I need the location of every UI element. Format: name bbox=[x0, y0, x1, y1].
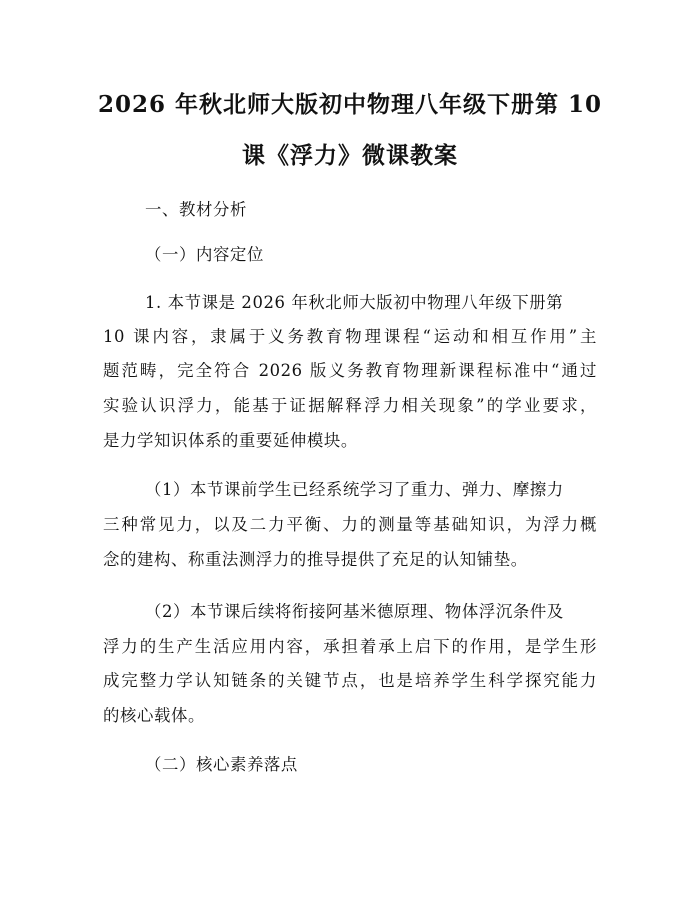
document-title-line-1: 2026 年秋北师大版初中物理八年级下册第 10 bbox=[97, 91, 603, 118]
paragraph-1-line-1: 1. 本节课是 2026 年秋北师大版初中物理八年级下册第 bbox=[145, 293, 564, 312]
subsection-heading-core-literacy: （二）核心素养落点 bbox=[145, 755, 298, 774]
paragraph-3-line-1: （2）本节课后续将衔接阿基米德原理、物体浮沉条件及 bbox=[145, 602, 564, 621]
paragraph-1-line-3: 题范畴，完全符合 2026 版义务教育物理新课程标准中“通过 bbox=[103, 361, 597, 380]
paragraph-1-line-2: 10 课内容，隶属于义务教育物理课程“运动和相互作用”主 bbox=[103, 327, 597, 346]
paragraph-2-line-1: （1）本节课前学生已经系统学习了重力、弹力、摩擦力 bbox=[145, 480, 564, 499]
paragraph-2-line-3: 念的建构、称重法测浮力的推导提供了充足的认知铺垫。 bbox=[103, 550, 528, 569]
section-heading-teaching-material-analysis: 一、教材分析 bbox=[145, 200, 247, 219]
paragraph-1-line-4: 实验认识浮力，能基于证据解释浮力相关现象”的学业要求， bbox=[103, 396, 597, 415]
document-title-line-2: 课《浮力》微课教案 bbox=[242, 142, 458, 169]
paragraph-3-line-3: 成完整力学认知链条的关键节点，也是培养学生科学探究能力 bbox=[103, 671, 597, 690]
paragraph-1-line-5: 是力学知识体系的重要延伸模块。 bbox=[103, 431, 358, 450]
paragraph-2-line-2: 三种常见力，以及二力平衡、力的测量等基础知识，为浮力概 bbox=[103, 515, 597, 534]
paragraph-3-line-2: 浮力的生产生活应用内容，承担着承上启下的作用，是学生形 bbox=[103, 637, 597, 656]
paragraph-3-line-4: 的核心载体。 bbox=[103, 706, 205, 725]
subsection-heading-content-positioning: （一）内容定位 bbox=[145, 245, 264, 264]
